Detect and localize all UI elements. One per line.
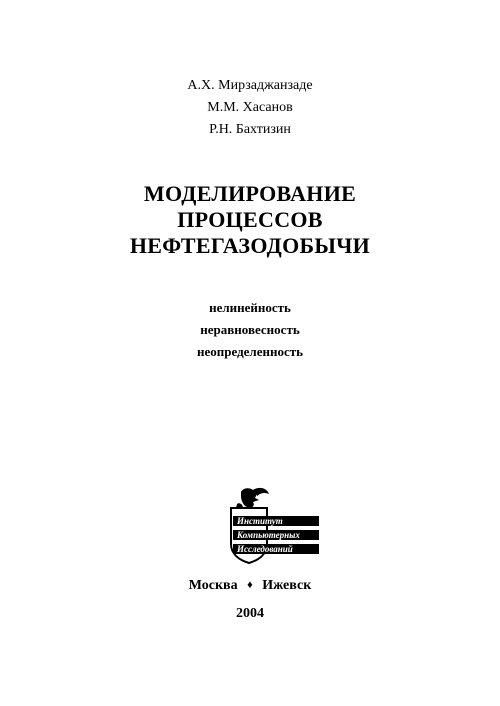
title-line: МОДЕЛИРОВАНИЕ (143, 181, 357, 206)
author-name: М.М. Хасанов (207, 100, 293, 115)
title-line: ПРОЦЕССОВ (177, 207, 323, 232)
logo-line-3: Исследований (237, 544, 293, 554)
logo-line-2: Компьютерных (237, 530, 300, 540)
city-name: Ижевск (262, 578, 312, 593)
diamond-separator-icon: ♦ (247, 579, 253, 591)
keyword: нелинейность (209, 300, 291, 315)
subtitle-keywords (0, 297, 500, 363)
publication-place (0, 578, 500, 594)
author-name: Р.Н. Бахтизин (209, 122, 291, 137)
publication-year: 2004 (236, 606, 264, 621)
publisher-logo-icon (213, 486, 321, 566)
title-line: НЕФТЕГАЗОДОБЫЧИ (129, 233, 371, 258)
logo-line-1: Институт (237, 516, 283, 526)
book-title (0, 181, 500, 259)
city-name: Москва (188, 578, 238, 593)
keyword: неравновесность (200, 322, 300, 337)
author-name: А.Х. Мирзаджанзаде (187, 78, 313, 93)
keyword: неопределенность (197, 344, 303, 359)
author-list (0, 75, 500, 141)
